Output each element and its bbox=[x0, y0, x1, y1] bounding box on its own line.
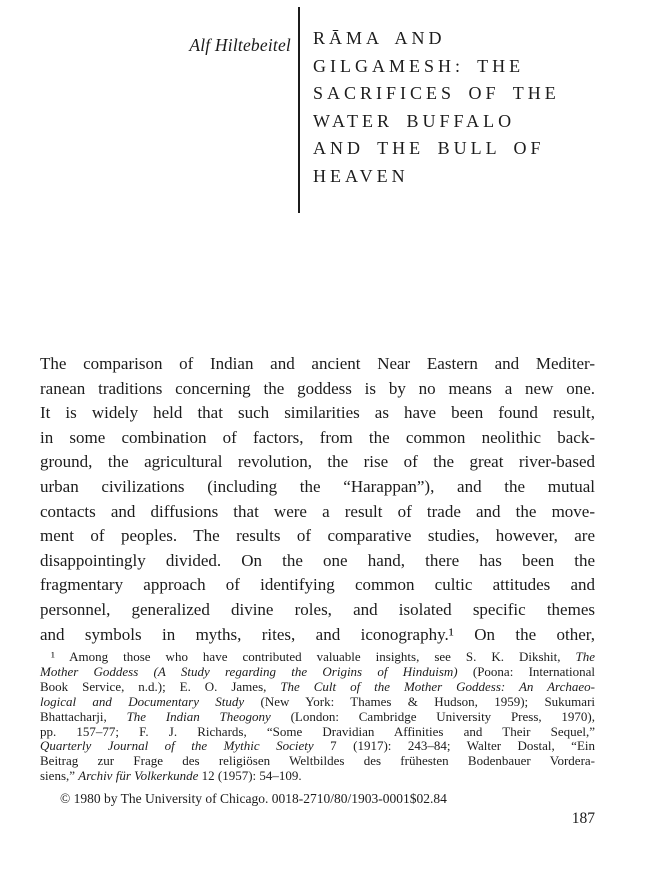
text-line bbox=[40, 680, 595, 695]
roman-text: Beitrag zur Frage des religiösen Weltbildes des frühesten Bodenbauer Vordera- bbox=[40, 753, 595, 769]
text-line: GILGAMESH: THE bbox=[313, 55, 525, 76]
page-number: 187 bbox=[571, 810, 595, 827]
italic-text: logical and Documentary Study bbox=[40, 693, 245, 709]
roman-text: 12 (1957): 54–109. bbox=[198, 768, 302, 784]
text-line bbox=[40, 695, 595, 710]
text-line bbox=[40, 650, 595, 665]
italic-text: The bbox=[575, 649, 595, 664]
roman-text: Bhattacharji, bbox=[40, 708, 127, 724]
vertical-rule bbox=[298, 7, 300, 213]
roman-text: 7 (1917): 243–84; Walter Dostal, “Ein bbox=[313, 738, 595, 754]
roman-text: (Poona: International bbox=[457, 663, 595, 679]
text-line bbox=[40, 710, 595, 725]
italic-text: Quarterly Journal of the Mythic Society bbox=[40, 738, 314, 754]
text-line: SACRIFICES OF THE bbox=[313, 83, 560, 103]
text-line bbox=[40, 725, 595, 740]
text-line: AND THE BULL OF bbox=[313, 138, 545, 158]
text-line: in some combination of factors, from the common neolithic back- bbox=[40, 427, 595, 447]
copyright-line: © 1980 by The University of Chicago. 0018-2710/80/1903-0001$02.84 bbox=[60, 791, 447, 806]
italic-text: Mother Goddess (A Study regarding the Origins of Hinduism) bbox=[40, 663, 458, 679]
italic-text: The Indian Theogony bbox=[126, 708, 271, 724]
text-line: The comparison of Indian and ancient Near Eastern and Mediter- bbox=[40, 354, 595, 373]
text-line: ranean traditions concerning the goddess is by no means a new one. bbox=[40, 378, 595, 398]
text-line: ground, the agricultural revolution, the rise of the great river-based bbox=[40, 452, 595, 472]
roman-text: pp. 157–77; F. J. Richards, “Some Dravidian Affinities and Their Sequel,” bbox=[40, 723, 595, 739]
roman-text: siens,” bbox=[40, 768, 79, 784]
text-line: disappointingly divided. On the one hand, there has been the bbox=[40, 550, 595, 570]
text-line: ment of peoples. The results of comparative studies, however, are bbox=[40, 526, 595, 546]
text-line bbox=[40, 769, 595, 784]
text-line: and symbols in myths, rites, and iconography.¹ On the other, bbox=[40, 624, 595, 644]
text-line: It is widely held that such similarities as have been found result, bbox=[40, 403, 595, 423]
author-name: Alf Hiltebeitel bbox=[189, 35, 291, 55]
text-line bbox=[40, 754, 595, 769]
text-line bbox=[40, 665, 595, 680]
text-line: contacts and diffusions that were a result of trade and the move- bbox=[40, 501, 595, 521]
roman-text: ¹ Among those who have contributed valuable insights, see S. K. Dikshit, bbox=[51, 649, 576, 664]
italic-text: The Cult of the Mother Goddess: An Archaeo- bbox=[280, 678, 595, 694]
footnote bbox=[40, 650, 595, 784]
text-line: RĀMA AND bbox=[313, 28, 446, 48]
text-line: fragmentary approach of identifying common cultic attitudes and bbox=[40, 575, 595, 595]
roman-text: (London: Cambridge University Press, 1970), bbox=[270, 708, 595, 724]
italic-text: Archiv für Volkerkunde bbox=[78, 768, 199, 784]
text-line: HEAVEN bbox=[313, 165, 409, 186]
roman-text: (New York: Thames & Hudson, 1959); Sukumari bbox=[244, 693, 596, 709]
roman-text: Book Service, n.d.); E. O. James, bbox=[40, 678, 281, 694]
text-line: WATER BUFFALO bbox=[313, 110, 516, 131]
text-line: urban civilizations (including the “Harappan”), and the mutual bbox=[40, 476, 595, 496]
text-line bbox=[40, 739, 595, 754]
text-line: personnel, generalized divine roles, and isolated specific themes bbox=[40, 599, 595, 619]
body-paragraph bbox=[40, 352, 595, 647]
article-title bbox=[313, 25, 633, 190]
